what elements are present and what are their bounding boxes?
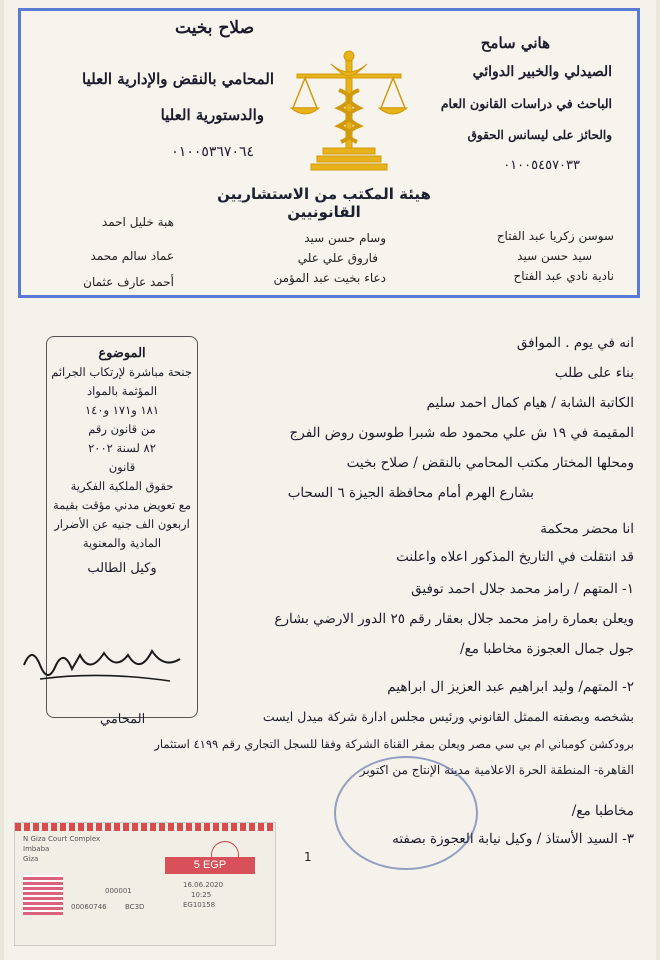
subject-line: قانون — [108, 460, 136, 474]
name-item: دعاء بخيت عبد المؤمن — [273, 271, 386, 285]
name-item: وسام حسن سيد — [304, 231, 386, 245]
names-middle-column — [256, 228, 386, 288]
stamp-date: 16.06.2020 — [183, 881, 224, 889]
subject-heading: الموضوع — [98, 346, 146, 361]
body-line: بشخصه وبصفته الممثل القانوني ورئيس مجلس ادارة شركة ميدل ايست — [262, 709, 634, 724]
pharmacist-title-2: الباحث في دراسات القانون العام — [440, 96, 612, 111]
page-number: 1 — [304, 850, 312, 864]
pharmacist-title-1: الصيدلي والخبير الدوائي — [472, 64, 612, 80]
revenue-stamp — [14, 822, 276, 946]
office-title: هيئة المكتب من الاستشاريين القانونيين — [217, 185, 431, 221]
body-line: انه في يوم . الموافق — [516, 335, 634, 351]
subject-text — [52, 344, 192, 578]
body-line: جول جمال العجوزة مخاطبا مع/ — [460, 641, 634, 657]
scales-caduceus-logo-icon — [289, 50, 409, 172]
subject-line: من قانون رقم — [88, 422, 156, 436]
subject-line: وكيل الطالب — [87, 561, 157, 576]
subject-line: جنحة مباشرة لإرتكاب الجرائم — [51, 365, 192, 379]
qr-code-icon — [23, 875, 63, 915]
lawyer-title-1: المحامي بالنقض والإدارية العليا — [82, 70, 274, 88]
pharmacist-title-3: والحائز على ليسانس الحقوق — [467, 128, 612, 142]
stamp-border — [15, 823, 275, 831]
body-line: انا محضر محكمة — [540, 521, 634, 537]
body-line: بناء على طلب — [554, 365, 634, 381]
stamp-court: N Giza Court Complex — [23, 835, 101, 843]
body-line: ومحلها المختار مكتب المحامي بالنقض / صلاح بخيت — [346, 455, 634, 471]
handwritten-signature — [20, 635, 190, 695]
pharmacist-phone: ٠١٠٠٥٤٥٧٠٣٣ — [503, 158, 580, 173]
stamp-sub: Imbaba — [23, 845, 50, 853]
pharmacist-name: هاني سامح — [480, 34, 550, 52]
name-item: سوسن زكريا عبد الفتاح — [496, 229, 614, 243]
stamp-num1: 000001 — [105, 887, 132, 895]
stamp-city: Giza — [23, 855, 39, 863]
body-line: مخاطبا مع/ — [571, 803, 634, 819]
subject-line: ١٨١ و١٧١ و١٤٠ — [84, 403, 160, 417]
name-item: نادية نادي عبد الفتاح — [513, 269, 614, 283]
body-line: برودكشن كومباني ام بي سي مصر ويعلن بمقر القناة الشركة وفقا للسجل التجاري رقم ٤١٩٩ استثمار — [154, 737, 634, 751]
body-line: الكاتبة الشابة / هيام كمال احمد سليم — [426, 395, 634, 411]
names-left-column — [64, 212, 174, 292]
name-item: سيد حسن سيد — [517, 249, 592, 263]
body-line: ١- المتهم / رامز محمد جلال احمد توفيق — [411, 581, 634, 597]
body-line: بشارع الهرم أمام محافظة الجيزة ٦ السحاب — [287, 485, 534, 501]
name-item: فاروق علي علي — [297, 251, 378, 265]
subject-line: ٨٢ لسنة ٢٠٠٢ — [88, 441, 156, 455]
court-round-stamp — [334, 756, 478, 870]
body-line: ويعلن بعمارة رامز محمد جلال بعقار رقم ٢٥ الدور الارضي بشارع — [274, 611, 634, 627]
lawyer-title-2: والدستورية العليا — [160, 106, 264, 124]
body-line: ٢- المتهم/ وليد ابراهيم عبد العزيز ال ابراهيم — [387, 679, 634, 695]
stamp-num2: 00060746 — [71, 903, 107, 911]
stamp-serial: EG10158 — [183, 901, 216, 909]
lawyer-name: صلاح بخيت — [175, 18, 254, 38]
signature-caption: المحامي — [100, 712, 146, 727]
name-item: عماد سالم محمد — [90, 249, 174, 263]
subject-line: حقوق الملكية الفكرية — [70, 479, 174, 493]
stamp-time: 10:25 — [191, 891, 212, 899]
body-line: القاهرة- المنطقة الحرة الاعلامية مدينة الإنتاج من اكتوبر — [359, 763, 634, 777]
document-page — [4, 0, 656, 960]
body-line: قد انتقلت في التاريخ المذكور اعلاه واعلنت — [396, 549, 634, 565]
subject-line: المادية والمعنوية — [82, 536, 162, 550]
stamp-amount: 5 EGP — [165, 857, 255, 874]
subject-line: المؤثمة بالمواد — [86, 384, 158, 398]
subject-line: اربعون الف جنيه عن الأضرار — [54, 517, 190, 531]
body-line: المقيمة في ١٩ ش علي محمود طه شبرا طوسون روض الفرج — [289, 425, 634, 441]
name-item: أحمد عارف عثمان — [83, 275, 174, 289]
body-line: ٣- السيد الأستاذ / وكيل نيابة العجوزة بصفته — [392, 831, 634, 847]
names-right-column — [464, 226, 614, 286]
subject-line: مع تعويض مدني مؤقت بقيمة — [52, 498, 192, 512]
stamp-code: BC3D — [125, 903, 145, 911]
name-item: هبة خليل احمد — [101, 215, 174, 229]
lawyer-phone: ٠١٠٠٥٣٦٧٠٦٤ — [171, 144, 254, 160]
